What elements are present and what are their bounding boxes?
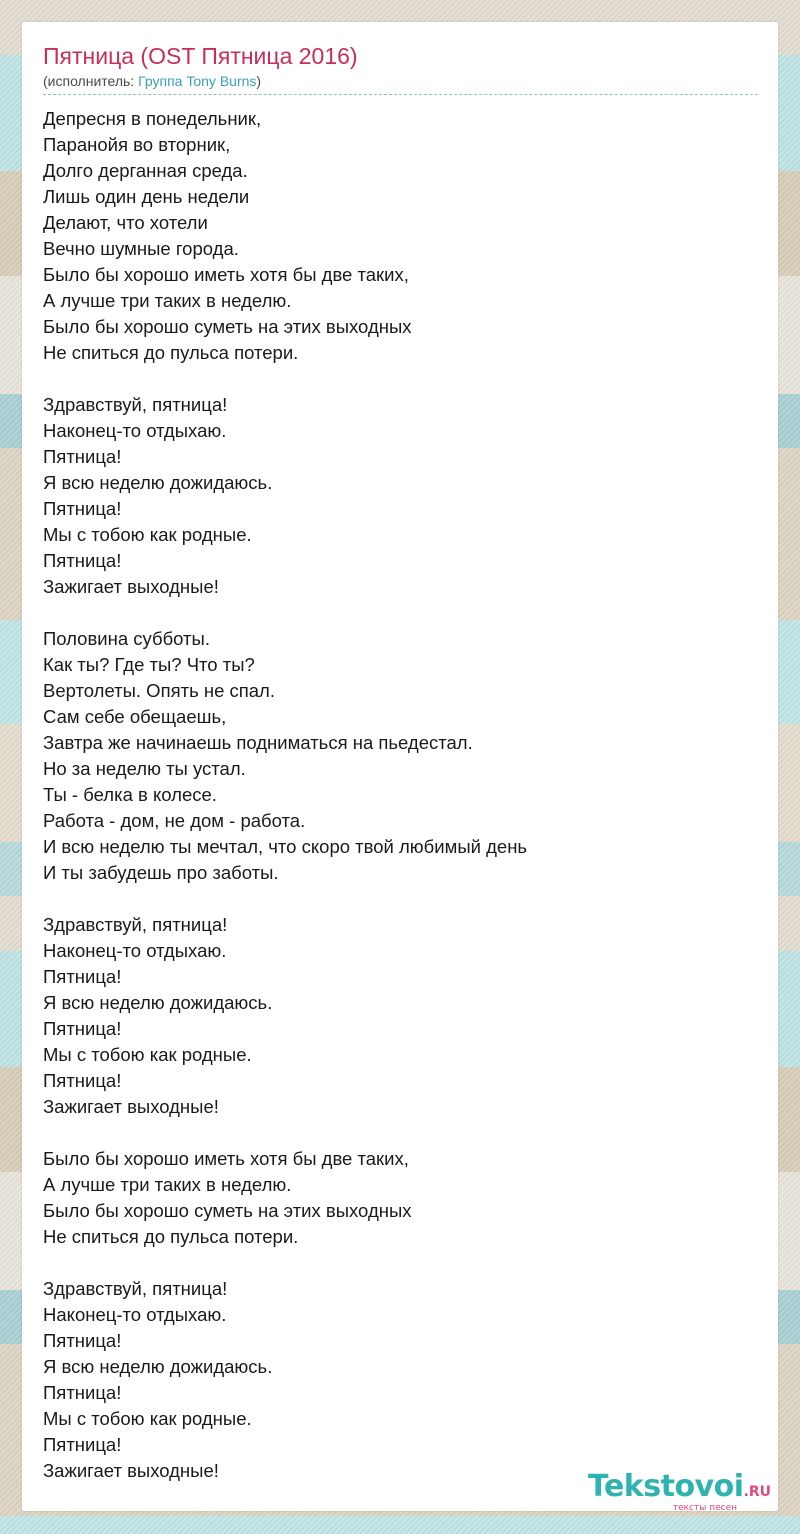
lyrics-text [43, 106, 763, 1484]
lyric-line: Пятница! [43, 550, 122, 571]
artist-suffix: ) [256, 73, 262, 89]
logo-tld: .RU [743, 1484, 771, 1500]
lyric-line: Пятница! [43, 1018, 122, 1039]
lyric-line: Как ты? Где ты? Что ты? [43, 654, 255, 675]
lyric-line: Ты - белка в колесе. [43, 784, 217, 805]
song-header [43, 41, 758, 95]
lyric-line: Завтра же начинаешь подниматься на пьедестал. [43, 732, 473, 753]
artist-prefix: (исполнитель: [43, 73, 139, 89]
lyric-line: Мы с тобою как родные. [43, 1408, 252, 1429]
lyric-line: Делают, что хотели [43, 212, 208, 233]
lyric-line: Было бы хорошо иметь хотя бы две таких, [43, 1148, 409, 1169]
stanza-gap [43, 600, 763, 626]
lyric-line: Половина субботы. [43, 628, 210, 649]
lyric-line: Пятница! [43, 498, 122, 519]
artist-link[interactable]: Группа Tony Burns [138, 73, 257, 89]
lyric-line: Пятница! [43, 966, 122, 987]
lyric-line: Было бы хорошо суметь на этих выходных [43, 316, 412, 337]
lyric-line: Было бы хорошо суметь на этих выходных [43, 1200, 412, 1221]
lyric-line: Сам себе обещаешь, [43, 706, 227, 727]
lyric-line: А лучше три таких в неделю. [43, 1174, 292, 1195]
stanza-gap [43, 1120, 763, 1146]
lyric-line: Не спиться до пульса потери. [43, 342, 299, 363]
lyric-line: Мы с тобою как родные. [43, 524, 252, 545]
song-title: Пятница (OST Пятница 2016) [43, 43, 358, 69]
lyric-line: Пятница! [43, 1434, 122, 1455]
lyrics-stanza [43, 106, 763, 366]
lyric-line: Я всю неделю дожидаюсь. [43, 472, 273, 493]
lyrics-stanza [43, 912, 763, 1120]
lyrics-stanza [43, 392, 763, 600]
lyric-line: И ты забудешь про заботы. [43, 862, 279, 883]
stanza-gap [43, 366, 763, 392]
lyric-line: Зажигает выходные! [43, 1096, 219, 1117]
lyrics-stanza [43, 1276, 763, 1484]
lyric-line: Мы с тобою как родные. [43, 1044, 252, 1065]
lyric-line: Пятница! [43, 1382, 122, 1403]
lyric-line: Долго дерганная среда. [43, 160, 248, 181]
lyric-line: И всю неделю ты мечтал, что скоро твой любимый день [43, 836, 528, 857]
lyrics-card [22, 22, 778, 1511]
lyric-line: Было бы хорошо иметь хотя бы две таких, [43, 264, 409, 285]
lyric-line: Пятница! [43, 1070, 122, 1091]
lyric-line: Лишь один день недели [43, 186, 250, 207]
lyric-line: Зажигает выходные! [43, 576, 219, 597]
lyric-line: Здравствуй, пятница! [43, 1278, 228, 1299]
lyric-line: Паранойя во вторник, [43, 134, 231, 155]
lyric-line: Зажигает выходные! [43, 1460, 219, 1481]
lyrics-stanza [43, 1146, 763, 1250]
lyric-line: Вечно шумные города. [43, 238, 239, 259]
lyric-line: Депресня в понедельник, [43, 108, 262, 129]
lyric-line: Наконец-то отдыхаю. [43, 1304, 227, 1325]
lyric-line: Я всю неделю дожидаюсь. [43, 1356, 273, 1377]
lyric-line: Не спиться до пульса потери. [43, 1226, 299, 1247]
lyric-line: Здравствуй, пятница! [43, 914, 228, 935]
lyric-line: Но за неделю ты устал. [43, 758, 246, 779]
logo-name: Tekstovoi [587, 1469, 744, 1504]
lyric-line: Наконец-то отдыхаю. [43, 420, 227, 441]
lyric-line: Вертолеты. Опять не спал. [43, 680, 275, 701]
artist-line [43, 72, 758, 90]
logo-tagline: тексты песен [672, 1503, 737, 1513]
stanza-gap [43, 886, 763, 912]
lyric-line: А лучше три таких в неделю. [43, 290, 292, 311]
lyric-line: Работа - дом, не дом - работа. [43, 810, 306, 831]
lyric-line: Я всю неделю дожидаюсь. [43, 992, 273, 1013]
site-logo[interactable] [588, 1470, 771, 1513]
lyric-line: Здравствуй, пятница! [43, 394, 228, 415]
lyric-line: Пятница! [43, 446, 122, 467]
lyric-line: Наконец-то отдыхаю. [43, 940, 227, 961]
lyrics-stanza [43, 626, 763, 886]
stanza-gap [43, 1250, 763, 1276]
lyric-line: Пятница! [43, 1330, 122, 1351]
